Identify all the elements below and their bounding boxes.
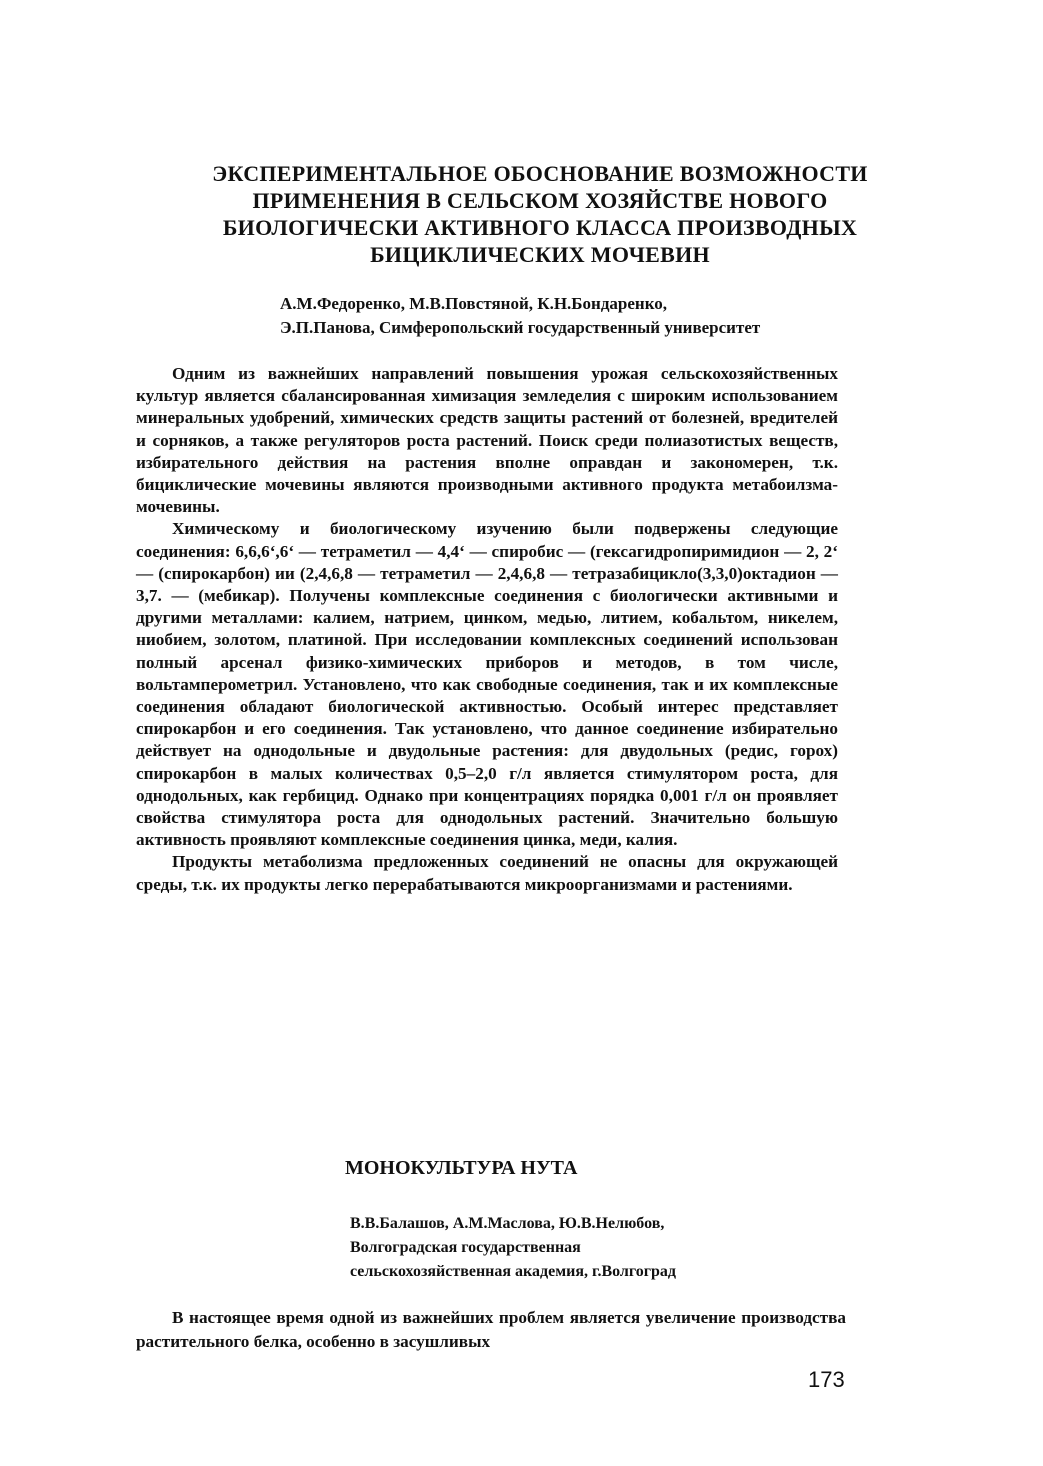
paragraph: В настоящее время одной из важнейших проблем является увеличение производства растительного белка, особенно в засушливых bbox=[136, 1308, 846, 1351]
paragraph: Химическому и биологическому изучению были подвержены следующие соединения: 6,6,6‘,6‘ — тетраметил — 4,4‘ — спиробис — (гексагидропиримидион — 2, 2‘ — (спирокарбон) ии (2,4,6,8 — тетраметил — 2,4,6,8 — тетразабицикло(3,3,0)октадион — 3,7. — (мебикар). Получены комплексные соединения с биологически активными и другими металлами: калием, натрием, цинком, медью, литием, кобальтом, никелем, ниобием, золотом, платиной. При исследовании комплексных соединений использован полный арсенал физико-химических приборов и методов, в том числе, вольтамперометрил. Установлено, что как свободные соединения, так и их комплексные соединения обладают биологической активностью. Особый интерес представляет спирокарбон и его соединения. Так установлено, что данное соединение избирательно действует на однодольные и двудольные растения: для двудольных (редис, горох) спирокарбон в малых количествах 0,5–2,0 г/л является стимулятором роста, для однодольных, как гербицид. Однако при концентрациях порядка 0,001 г/л он проявляет свойства стимулятора роста для однодольных растений. Значительно большую активность проявляют комплексные соединения цинка, меди, калия. bbox=[136, 519, 838, 850]
paragraph: Одним из важнейших направлений повышения урожая сельскохозяйственных культур является сбалансированная химизация земледелия с широким использованием минеральных удобрений, химических средств защиты растений от болезней, вредителей и сорняков, а также регуляторов роста растений. Поиск среди полиазотистых веществ, избирательного действия на растения вполне оправдан и закономерен, т.к. бициклические мочевины являются производными активного продукта метабоилзма-мочевины. bbox=[136, 364, 838, 517]
title-line: БИОЛОГИЧЕСКИ АКТИВНОГО КЛАССА ПРОИЗВОДНЫХ bbox=[222, 215, 858, 240]
authors-line: В.В.Балашов, А.М.Маслова, Ю.В.Нелюбов, bbox=[350, 1215, 665, 1232]
article-authors bbox=[280, 292, 900, 340]
title-line: ЭКСПЕРИМЕНТАЛЬНОЕ ОБОСНОВАНИЕ ВОЗМОЖНОСТИ bbox=[212, 161, 868, 186]
second-article-authors bbox=[350, 1212, 850, 1284]
second-article-title: МОНОКУЛЬТУРА НУТА bbox=[345, 1157, 578, 1179]
article-body bbox=[136, 363, 838, 896]
authors-line: А.М.Федоренко, М.В.Повстяной, К.Н.Бондаренко, bbox=[280, 294, 668, 313]
affiliation-line: Волгоградская государственная bbox=[350, 1239, 581, 1256]
authors-affiliation: Э.П.Панова, Симферопольский государственный университет bbox=[280, 318, 761, 337]
second-article-body bbox=[136, 1306, 846, 1354]
title-line: БИЦИКЛИЧЕСКИХ МОЧЕВИН bbox=[370, 242, 710, 267]
affiliation-line: сельскохозяйственная академия, г.Волгоград bbox=[350, 1263, 677, 1280]
page-number: 173 bbox=[808, 1367, 845, 1392]
paragraph: Продукты метаболизма предложенных соединений не опасны для окружающей среды, т.к. их продукты легко перерабатываются микроорганизмами и растениями. bbox=[136, 852, 838, 894]
title-line: ПРИМЕНЕНИЯ В СЕЛЬСКОМ ХОЗЯЙСТВЕ НОВОГО bbox=[252, 188, 828, 213]
article-title bbox=[120, 160, 960, 268]
